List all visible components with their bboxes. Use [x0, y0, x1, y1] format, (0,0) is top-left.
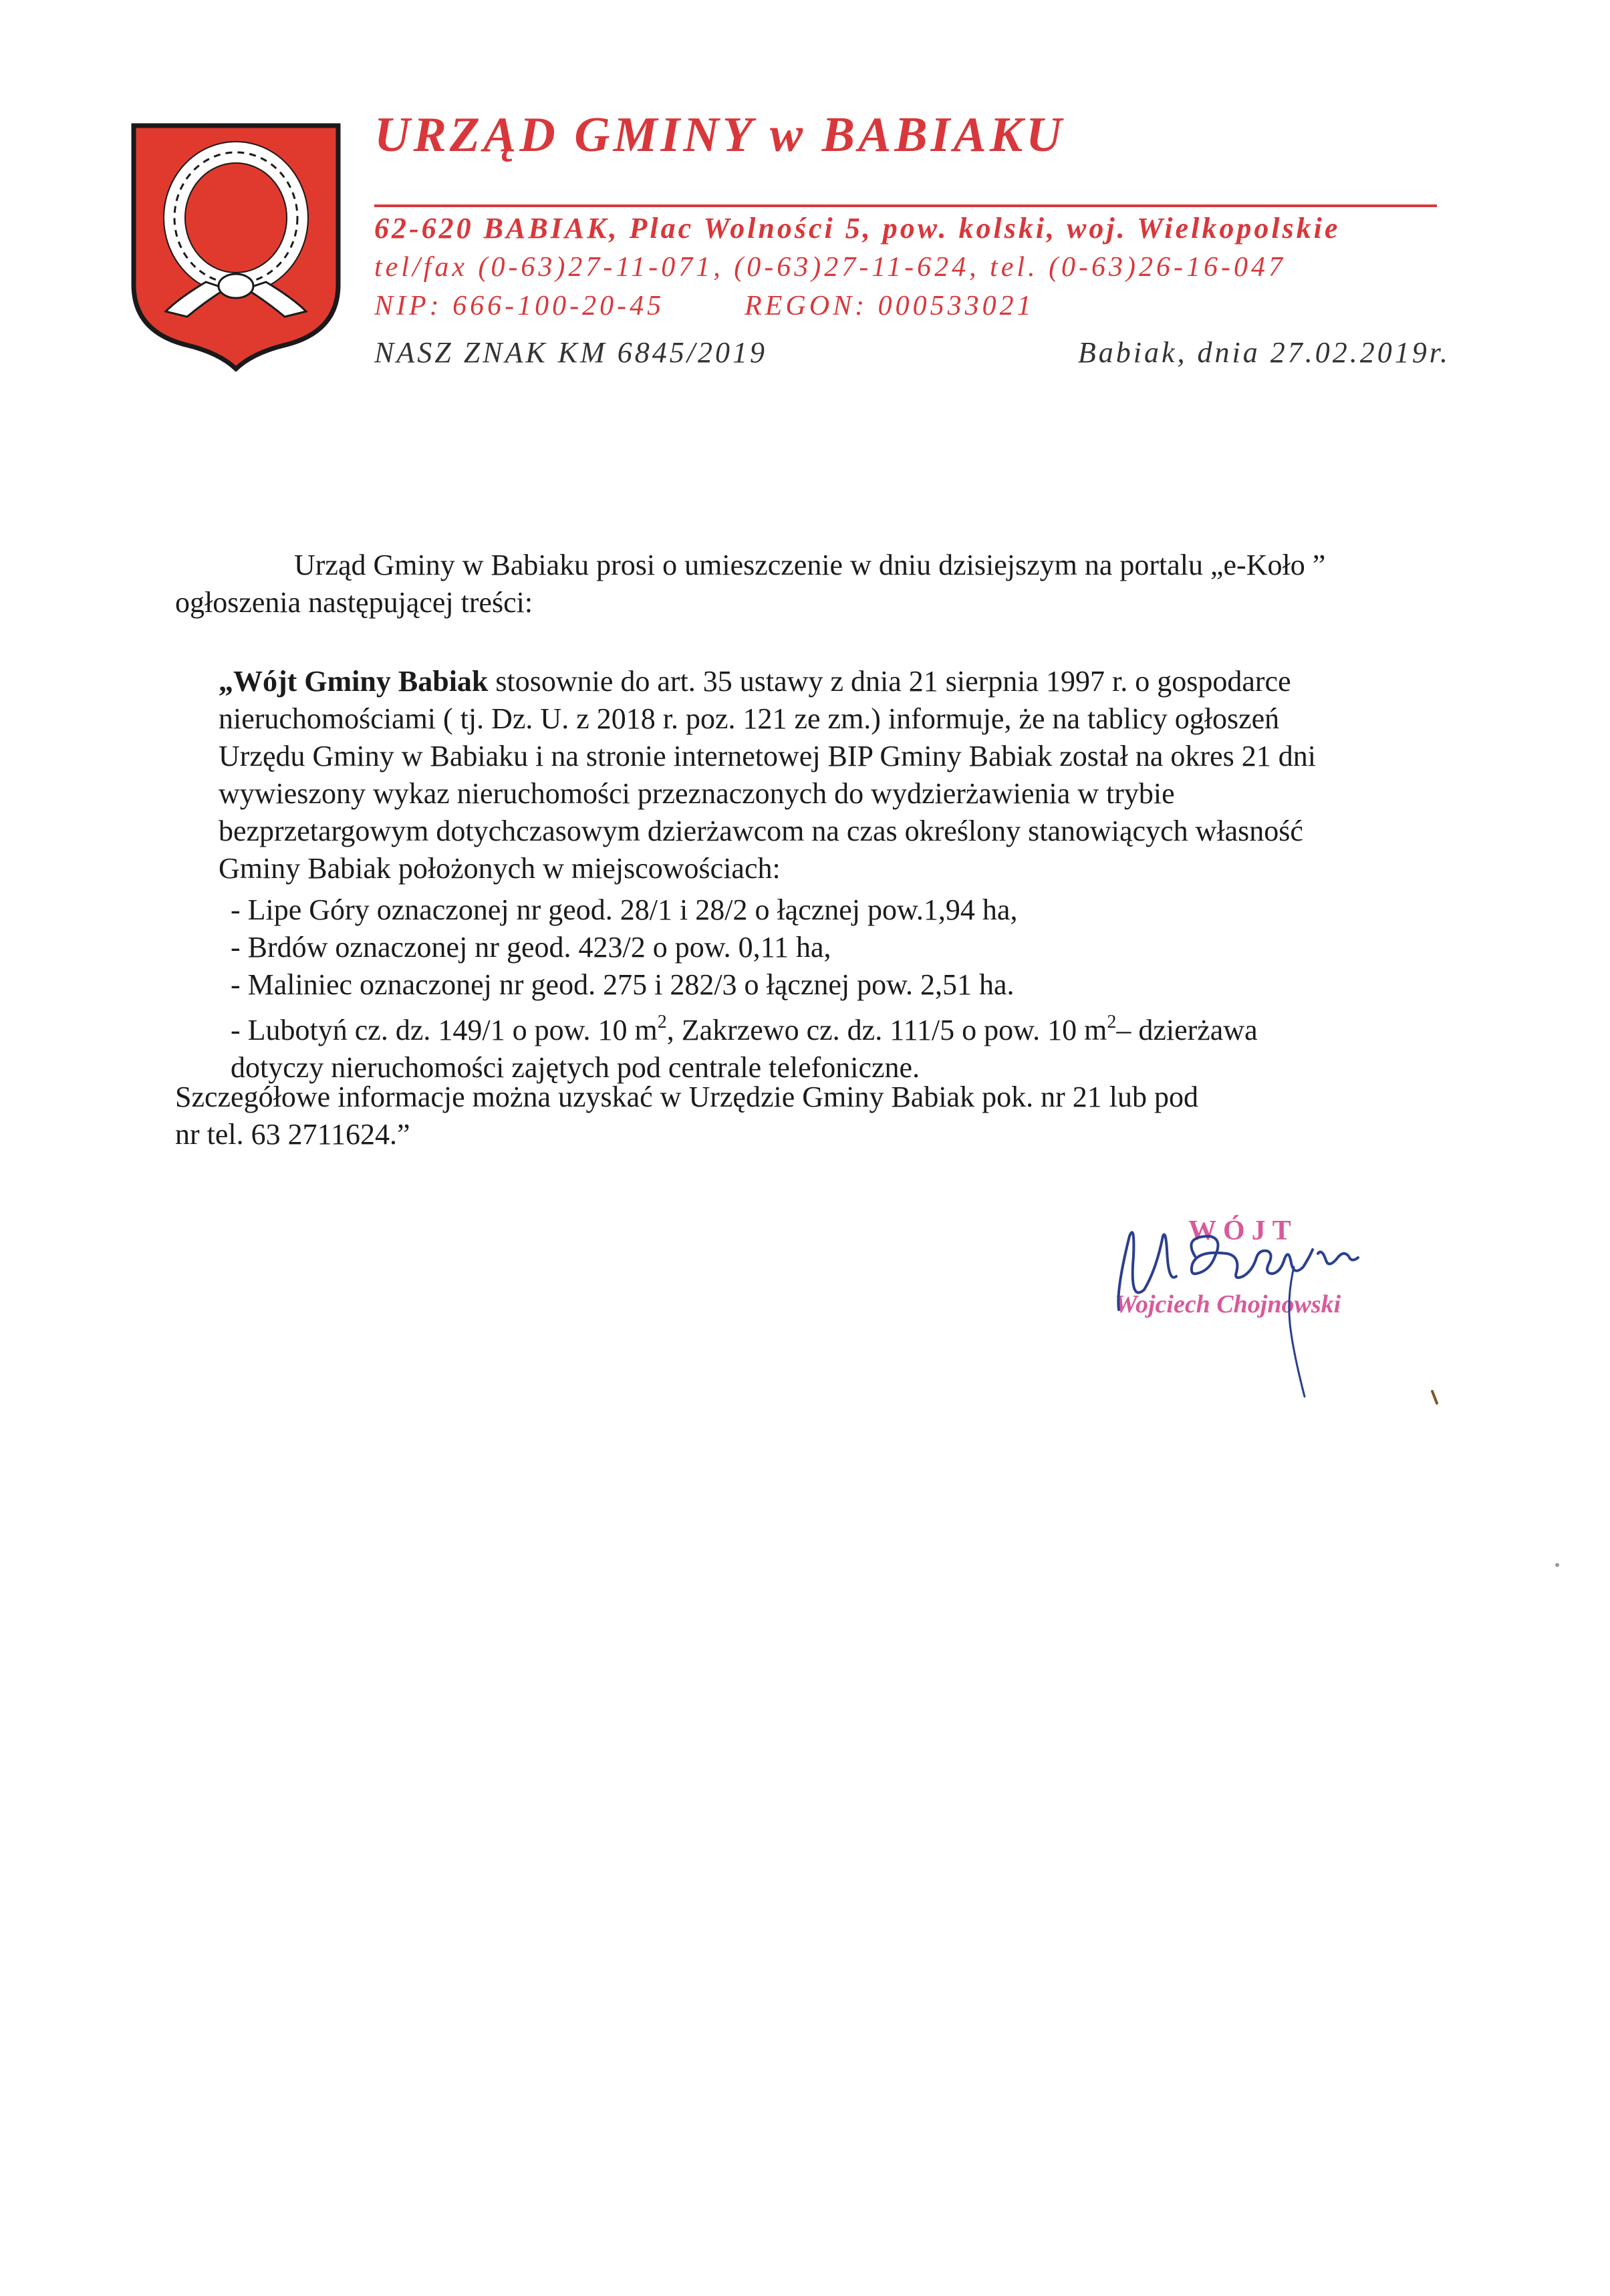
scan-speck-icon	[1430, 1390, 1440, 1406]
property-list	[231, 891, 1258, 1087]
stamp-title: WÓJT	[1188, 1215, 1298, 1246]
list-item: - Lipe Góry oznaczonej nr geod. 28/1 i 28/2 o łącznej pow.1,94 ha,	[231, 893, 1018, 926]
announcement-paragraph	[219, 663, 1488, 887]
list-item: - Maliniec oznaczonej nr geod. 275 i 282/3 o łącznej pow. 2,51 ha.	[231, 968, 1015, 1001]
coat-of-arms-icon	[126, 118, 346, 372]
handwritten-signature	[1109, 1209, 1377, 1403]
announcement-line-2: nieruchomościami ( tj. Dz. U. z 2018 r. poz. 121 ze zm.) informuje, że na tablicy ogłoszeń	[219, 702, 1280, 735]
reference-line	[374, 335, 1450, 370]
intro-line-2: ogłoszenia następującej treści:	[175, 586, 533, 619]
office-title: URZĄD GMINY w BABIAKU	[374, 108, 1065, 162]
list-item	[231, 1004, 1258, 1049]
announcement-line-1	[219, 663, 1488, 700]
closing-line-1: Szczegółowe informacje można uzyskać w Urzędzie Gminy Babiak pok. nr 21 lub pod	[175, 1081, 1198, 1113]
reference-number: NASZ ZNAK KM 6845/2019	[374, 336, 767, 369]
announcement-lead: „Wójt Gminy Babiak	[219, 665, 489, 698]
list-item-continuation: dotyczy nieruchomości zajętych pod centrale telefoniczne.	[231, 1051, 920, 1084]
header-divider	[374, 204, 1437, 207]
closing-paragraph	[175, 1079, 1198, 1153]
intro-line-1: Urząd Gminy w Babiaku prosi o umieszczenie w dniu dzisiejszym na portalu „e-Koło ”	[294, 549, 1326, 581]
regon-number: REGON: 000533021	[745, 291, 1035, 321]
scan-speck-icon	[1554, 1561, 1561, 1569]
superscript: 2	[1107, 1012, 1117, 1032]
office-address: 62-620 BABIAK, Plac Wolności 5, pow. kolski, woj. Wielkopolskie	[374, 212, 1341, 245]
announcement-line-5: bezprzetargowym dotychczasowym dzierżawcom na czas określony stanowiących własność	[219, 815, 1303, 847]
superscript: 2	[657, 1012, 667, 1032]
announcement-text: stosownie do art. 35 ustawy z dnia 21 sierpnia 1997 r. o gospodarce	[488, 665, 1291, 698]
announcement-line-4: wywieszony wykaz nieruchomości przeznaczonych do wydzierżawienia w trybie	[219, 777, 1175, 810]
zakrzewo-text: , Zakrzewo cz. dz. 111/5 o pow. 10 m	[666, 1014, 1107, 1046]
letter-date: Babiak, dnia 27.02.2019r.	[1077, 336, 1450, 369]
nip-number: NIP: 666-100-20-45	[374, 291, 665, 321]
lubotyn-text: - Lubotyń cz. dz. 149/1 o pow. 10 m	[231, 1014, 658, 1046]
announcement-line-3: Urzędu Gminy w Babiaku i na stronie internetowej BIP Gminy Babiak został na okres 21 dni	[219, 740, 1316, 772]
closing-line-2: nr tel. 63 2711624.”	[175, 1118, 410, 1151]
lease-text: – dzierżawa	[1116, 1014, 1258, 1046]
office-phones: tel/fax (0-63)27-11-071, (0-63)27-11-624, tel. (0-63)26-16-047	[374, 252, 1286, 283]
list-item: - Brdów oznaczonej nr geod. 423/2 o pow. 0,11 ha,	[231, 931, 831, 964]
announcement-line-6: Gminy Babiak położonych w miejscowościach:	[219, 852, 781, 885]
office-ids	[374, 290, 1035, 322]
stamp-name: Wojciech Chojnowski	[1115, 1290, 1341, 1318]
